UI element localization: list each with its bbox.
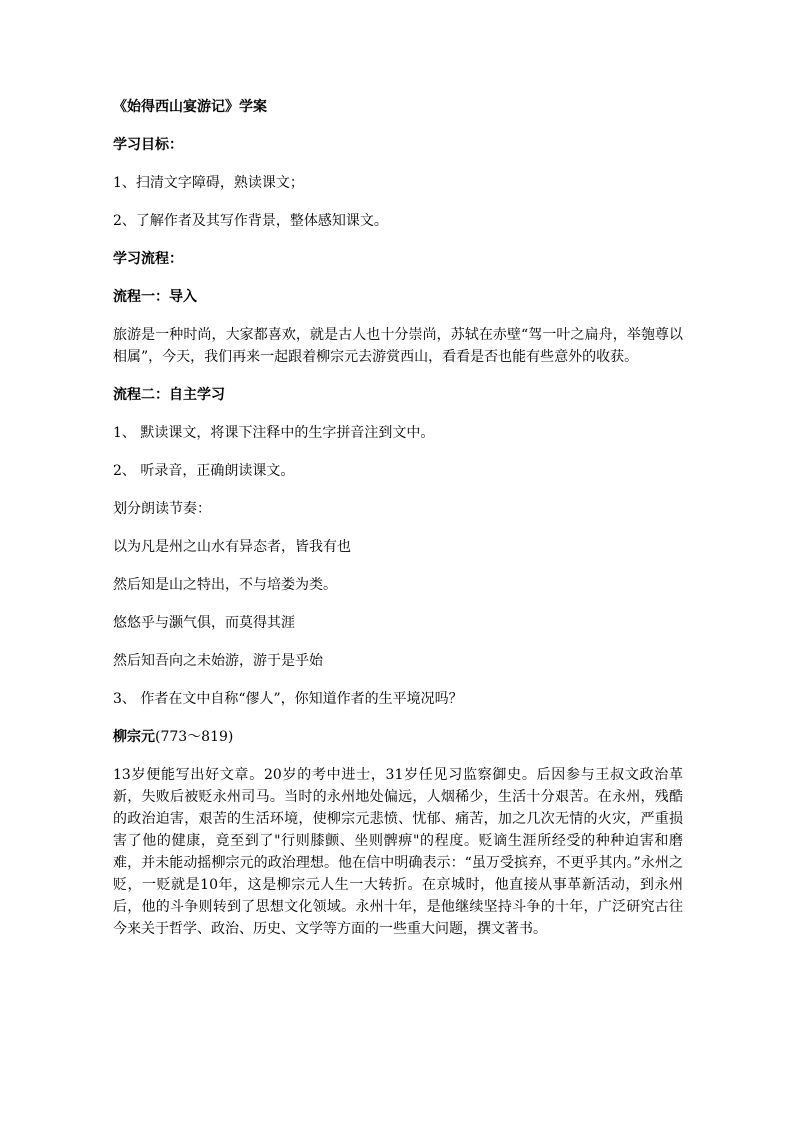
objective-item: 2、了解作者及其写作背景，整体感知课文。: [113, 213, 388, 229]
step1-heading: 流程一：导入: [113, 289, 197, 305]
author-years: (773～819): [155, 729, 234, 745]
rhythm-line: 然后知吾向之未始游，游于是乎始: [113, 653, 323, 669]
step2-item: 1、 默读课文，将课下注释中的生字拼音注到文中。: [113, 425, 435, 441]
step1-text: 旅游是一种时尚，大家都喜欢，就是古人也十分崇尚，苏轼在赤壁“驾一叶之扁舟，举匏尊以相属”，今天，我们再来一起跟着柳宗元去游赏西山，看看是否也能有些意外的收获。: [113, 327, 683, 365]
rhythm-line: 然后知是山之特出，不与培娄为类。: [113, 577, 337, 593]
step2-heading: 流程二：自主学习: [113, 387, 225, 403]
document-title: 《始得西山宴游记》学案: [113, 99, 267, 115]
author-name: 柳宗元: [113, 729, 155, 745]
author-heading: [113, 726, 683, 748]
document-page: [113, 96, 683, 956]
rhythm-line: 悠悠乎与灏气俱，而莫得其涯: [113, 615, 295, 631]
process-heading: 学习流程：: [113, 251, 183, 267]
rhythm-line: 以为凡是州之山水有异态者，皆我有也: [113, 539, 351, 555]
objective-item: 1、扫清文字障碍，熟读课文；: [113, 175, 304, 191]
objectives-heading: 学习目标：: [113, 137, 183, 153]
author-bio: 13岁便能写出好文章。20岁的考中进士，31岁任见习监察御史。后因参与王叔文政治革新，失败后被贬永州司马。当时的永州地处偏远，人烟稀少，生活十分艰苦。在永州，残酷的政治迫害，艰苦的生活环境，使柳宗元悲愤、忧郁、痛苦，加之几次无情的火灾，严重损害了他的健康，竟至到了"行则膝颤、坐则髀痹"的程度。贬谪生涯所经受的种种迫害和磨难，并未能动摇柳宗元的政治理想。他在信中明确表示：“虽万受摈弃，不更乎其内。”永州之贬，一贬就是10年，这是柳宗元人生一大转折。在京城时，他直接从事革新活动，到永州后，他的斗争则转到了思想文化领域。永州十年，是他继续坚持斗争的十年，广泛研究古往今来关于哲学、政治、历史、文学等方面的一些重大问题，撰文著书。: [113, 767, 683, 937]
rhythm-label: 划分朗读节奏：: [113, 501, 211, 517]
step2-item: 2、 听录音，正确朗读课文。: [113, 463, 295, 479]
step2-item3: 3、 作者在文中自称“僇人”，你知道作者的生平境况吗？: [113, 691, 463, 707]
